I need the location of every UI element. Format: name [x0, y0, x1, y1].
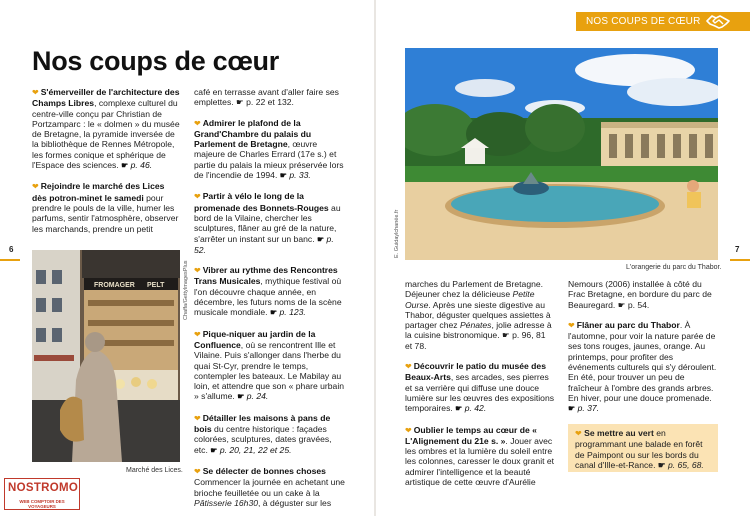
item-heading: Vibrer au rythme des Rencontres Trans Musicales: [194, 265, 338, 287]
item-heading: Admirer le plafond de la Grand'Chambre du palais du Parlement de Bretagne: [194, 117, 312, 150]
heart-bullet-icon: ❤: [405, 425, 412, 435]
page-gutter: [374, 0, 376, 516]
item-heading: Oublier le temps au cœur de « L'Alignement du 21e s. »: [405, 424, 537, 446]
item-heading: S'émerveiller de l'architecture des Champs Libres: [32, 87, 180, 109]
nostromo-logo: [4, 478, 80, 510]
item-heading: Partir à vélo le long de la promenade des Bonnets-Rouges: [194, 191, 329, 213]
market-photo: [32, 250, 180, 462]
handshake-icon: [706, 13, 730, 30]
heart-bullet-icon: ❤: [32, 182, 39, 192]
coup-de-coeur-item: [568, 320, 718, 415]
text-column-4: [568, 279, 718, 425]
page-ref-icon: ☛: [617, 299, 626, 310]
page-number-tick-right: [730, 259, 750, 261]
logo-subtitle: WEB COMPTOIR DES VOYAGEURS: [19, 499, 65, 509]
coup-de-coeur-item: [32, 181, 180, 233]
item-heading: Pique-niquer au jardin de la Confluence: [194, 328, 316, 350]
continuation-paragraph: marches du Parlement de Bretagne. Déjeuner chez la délicieuse Petite Ourse. Après une sieste digestive au Thabor, déguster quelques assiettes à partager chez Pénates, jolie adresse à la cuisine bistronomique. ☛ p. 96, 81 et 78.: [405, 279, 552, 351]
coup-de-coeur-item: [32, 87, 180, 171]
item-text: , œuvre majeure de Charles Errard (17e s.) et partie du palais la mieux préservée lors de l'incendie de 1994.: [194, 139, 344, 181]
section-header-title: NOS COUPS DE CŒUR: [586, 16, 701, 27]
text-column-1: [32, 87, 180, 244]
photo-caption-market: Marché des Lices.: [126, 467, 183, 474]
coup-de-coeur-item: [194, 191, 346, 255]
page-ref-icon: ☛: [121, 161, 129, 171]
page-reference: ☛ p. 37.: [568, 403, 600, 414]
item-heading: Découvrir le patio du musée des Beaux-Arts: [405, 361, 546, 383]
shop-sign-text-2: PELT: [147, 282, 165, 289]
item-text: au bord de la Vilaine, chercher les sculptures, flâner au gré de la nature, s'arrêter un instant sur un banc.: [194, 202, 341, 244]
page-ref-icon: ☛: [501, 330, 510, 341]
page-title: Nos coups de cœur: [32, 46, 279, 76]
heart-bullet-icon: ❤: [194, 329, 201, 339]
item-heading: Rejoindre le marché des Lices dès potron-minet le samedi: [32, 181, 165, 203]
page-reference: ☛ p. 65, 68.: [657, 459, 704, 470]
page-reference: ☛ p. 24.: [237, 391, 269, 402]
text-column-2: [194, 87, 346, 516]
paragraph-text: café en terrasse avant d'aller faire ses emplettes.: [194, 87, 339, 108]
page-reference: ☛ p. 22 et 132.: [236, 97, 294, 108]
page-reference: ☛ p. 123.: [269, 307, 306, 318]
page-ref-icon: ☛: [568, 404, 576, 414]
item-text: , ses arcades, ses pierres et sa verrière qui diffuse une douce lumière sur les œuvres des expositions temporaires.: [405, 372, 555, 414]
coup-de-coeur-item: [194, 265, 346, 318]
shop-sign-text: FROMAGER: [94, 282, 135, 289]
page-ref-icon: ☛: [657, 459, 666, 470]
page-ref-icon: ☛: [269, 308, 278, 318]
item-text: Commencer la journée en achetant une brioche feuilletée ou un cake à la: [194, 477, 345, 498]
continuation-paragraph: [194, 87, 346, 108]
park-scene-illustration: [405, 48, 718, 260]
coup-de-coeur-item: [194, 413, 346, 456]
item-text: , où se rencontrent Ille et Vilaine. Puis s'allonger dans l'herbe du quai St-Cyr, prendre le temps, contempler les bateaux. Le Mabilay au loin, et attendre que son « phare urbain » s'allume.: [194, 339, 345, 402]
page-reference: ☛ p. 42.: [455, 403, 487, 414]
park-photo: [405, 48, 718, 260]
item-text: . Jouer avec les ombres et la lumière du soleil entre les colonnes, caresser le doux granit et admirer l'intelligence et la beauté artistique de cette œuvre d'Aurélie: [405, 435, 555, 488]
page-ref-icon: ☛: [236, 97, 244, 108]
highlight-tip-box: ❤ Se mettre au vert en programmant une balade en forêt de Paimpont ou sur les bords du canal d'Ille-et-Rance. ☛ p. 65, 68.: [568, 424, 718, 472]
photo-credit-market: Chaffa/GettyImagesPlus: [183, 260, 189, 320]
page-reference: ☛ p. 46.: [121, 160, 153, 171]
heart-bullet-icon: ❤: [194, 266, 201, 276]
page-reference: ☛ p. 20, 21, 22 et 25.: [210, 444, 292, 455]
heart-bullet-icon: ❤: [194, 118, 201, 128]
item-text: . À l'automne, pour voir la nature parée de ses tons rouges, jaunes, orange. Au printemps, pour profiter des événements culturels qui s'y déroulent. En été, pour trouver un peu de fraîcheur à l'ombre des grands arbres. En hiver, pour une douce promenade.: [568, 319, 717, 403]
logo-name: NOSTROMO: [8, 482, 79, 494]
heart-bullet-icon: ❤: [194, 413, 201, 423]
page-reference: ☛ p. 54.: [617, 299, 650, 310]
heart-bullet-icon: ❤: [575, 429, 582, 438]
item-heading: Détailler les maisons à pans de bois: [194, 412, 331, 435]
page-reference: ☛ p. 52.: [194, 233, 334, 255]
page-ref-icon: ☛: [316, 234, 325, 244]
page-reference: ☛ p. 96, 81 et 78.: [405, 330, 546, 351]
page-ref-icon: ☛: [237, 392, 245, 402]
item-heading: Se délecter de bonnes choses: [202, 465, 326, 476]
page-ref-icon: ☛: [279, 171, 287, 181]
market-scene-illustration: [32, 250, 180, 462]
coup-de-coeur-item: [405, 361, 555, 414]
page-number-tick-left: [0, 259, 20, 261]
heart-bullet-icon: ❤: [32, 88, 39, 97]
item-heading: Flâner au parc du Thabor: [576, 319, 680, 330]
coup-de-coeur-item: [405, 425, 555, 488]
item-text: du centre historique : façades colorées, sculptures, dates gravées, etc.: [194, 424, 332, 455]
coup-de-coeur-item: [194, 118, 346, 182]
photo-caption-park: L'orangerie du parc du Thabor.: [626, 264, 722, 271]
coup-de-coeur-item: ❤ Se délecter de bonnes choses Commencer la journée en achetant une brioche feuilletée ou un cake à la Pâtisserie 16h30, à déguster sur les: [194, 465, 345, 508]
item-text: , complexe culturel du centre-ville conçu par Christian de Portzamparc : le « dolmen » du musée de Bretagne, la pyramide inversée de la bibliothèque de Rennes Métropole, les formes conique et sphérique de l'Espace des sciences.: [32, 98, 180, 171]
text-column-3: [405, 279, 555, 497]
page-ref-icon: ☛: [210, 445, 218, 455]
heart-bullet-icon: ❤: [405, 362, 412, 372]
heart-bullet-icon: ❤: [568, 320, 575, 330]
page-reference: ☛ p. 33.: [279, 170, 311, 181]
page-number-left: 6: [9, 245, 14, 254]
heart-bullet-icon: ❤: [194, 192, 201, 202]
item-text: pour prendre le pouls de la ville, humer les parfums, sentir l'atmosphère, observer les marchands, prendre un petit: [32, 192, 179, 234]
photo-credit-park: E. Guidaylchanée.fr: [394, 209, 400, 258]
heart-bullet-icon: ❤: [194, 466, 201, 476]
continuation-paragraph: Nemours (2006) installée à côté du Frac Bretagne, en bordure du parc de Beauregard. ☛ p. 54.: [568, 279, 712, 310]
coup-de-coeur-item: [194, 329, 346, 403]
item-text: , mythique festival où l'on découvre chaque année, en décembre, les futurs noms de la scène musicale mondiale.: [194, 276, 342, 318]
page-number-right: 7: [735, 245, 740, 254]
page-ref-icon: ☛: [455, 404, 463, 414]
